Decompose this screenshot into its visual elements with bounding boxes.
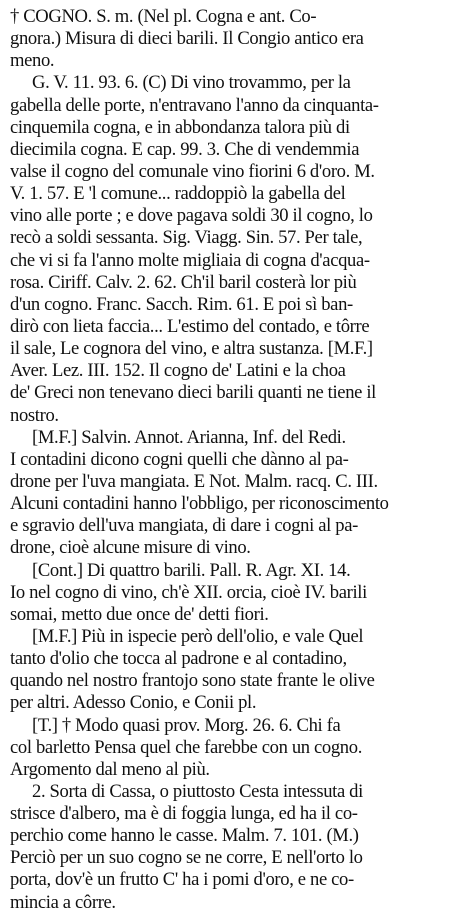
entry-line: per altri. Adesso Conio, e Conii pl. bbox=[10, 692, 257, 714]
entry-line: e sgravio dell'uva mangiata, di dare i cogni al pa- bbox=[10, 515, 358, 537]
entry-line: quando nel nostro frantojo sono state frante le olive bbox=[10, 670, 375, 692]
entry-line: d'un cogno. Franc. Sacch. Rim. 61. E poi sì ban- bbox=[10, 293, 353, 315]
entry-line: V. 1. 57. E 'l comune... raddoppiò la gabella del bbox=[10, 183, 346, 205]
entry-line: che vi si fa l'anno molte migliaia di cogna d'acqua- bbox=[10, 249, 370, 271]
entry-line: porta, dov'è un frutto C' ha i pomi d'oro, e ne co- bbox=[10, 869, 354, 891]
entry-line: [Cont.] Di quattro barili. Pall. R. Agr. XI. 14. bbox=[32, 559, 351, 581]
entry-line: drone per l'uva mangiata. E Not. Malm. racq. C. III. bbox=[10, 470, 378, 492]
entry-line: valse il cogno del comunale vino fiorini 6 d'oro. M. bbox=[10, 160, 375, 182]
entry-line: drone, cioè alcune misure di vino. bbox=[10, 537, 251, 559]
entry-line: Perciò per un suo cogno se ne corre, E nell'orto lo bbox=[10, 847, 363, 869]
entry-line: mincia a côrre. bbox=[10, 891, 116, 913]
entry-line: vino alle porte ; e dove pagava soldi 30 il cogno, lo bbox=[10, 205, 373, 227]
entry-line: I contadini dicono cogni quelli che dànno al pa- bbox=[10, 448, 349, 470]
entry-line: de' Greci non tenevano dieci barili quanti ne tiene il bbox=[10, 382, 376, 404]
entry-line: gabella delle porte, n'entravano l'anno da cinquanta- bbox=[10, 94, 379, 116]
entry-line: [T.] † Modo quasi prov. Morg. 26. 6. Chi fa bbox=[32, 714, 341, 736]
entry-line: 2. Sorta di Cassa, o piuttosto Cesta intessuta di bbox=[32, 780, 363, 802]
entry-line: dirò con lieta faccia... L'estimo del contado, e tôrre bbox=[10, 315, 370, 337]
entry-line: cinquemila cogna, e in abbondanza talora più di bbox=[10, 116, 350, 138]
entry-line: meno. bbox=[10, 50, 55, 72]
entry-line: diecimila cogna. E cap. 99. 3. Che di vendemmia bbox=[10, 138, 360, 160]
entry-line: rosa. Ciriff. Calv. 2. 62. Ch'il baril costerà lor più bbox=[10, 271, 357, 293]
entry-line: il sale, Le cognora del vino, e altra sustanza. [M.F.] bbox=[10, 338, 373, 360]
entry-line: Aver. Lez. III. 152. Il cogno de' Latini e la choa bbox=[10, 360, 346, 382]
entry-line: strisce d'albero, ma è di foggia lunga, ed ha il co- bbox=[10, 803, 358, 825]
entry-line: gnora.) Misura di dieci barili. Il Congio antico era bbox=[10, 28, 364, 50]
entry-line: somai, metto due once de' detti fiori. bbox=[10, 603, 269, 625]
entry-line: perchio come hanno le casse. Malm. 7. 101. (M.) bbox=[10, 825, 359, 847]
entry-line: [M.F.] Salvin. Annot. Arianna, Inf. del Redi. bbox=[32, 426, 346, 448]
entry-line: nostro. bbox=[10, 404, 59, 426]
entry-line: Argomento dal meno al più. bbox=[10, 758, 210, 780]
entry-line: G. V. 11. 93. 6. (C) Di vino trovammo, per la bbox=[32, 72, 351, 94]
entry-line: Alcuni contadini hanno l'obbligo, per riconoscimento bbox=[10, 493, 389, 515]
entry-line: tanto d'olio che tocca al padrone e al contadino, bbox=[10, 648, 347, 670]
entry-line: Io nel cogno di vino, ch'è XII. orcia, cioè IV. barili bbox=[10, 581, 367, 603]
entry-line: [M.F.] Più in ispecie però dell'olio, e vale Quel bbox=[32, 625, 364, 647]
entry-line: col barletto Pensa quel che farebbe con un cogno. bbox=[10, 736, 363, 758]
entry-line: † COGNO. S. m. (Nel pl. Cogna e ant. Co- bbox=[10, 6, 317, 27]
entry-line: recò a soldi sessanta. Sig. Viagg. Sin. 57. Per tale, bbox=[10, 227, 363, 249]
